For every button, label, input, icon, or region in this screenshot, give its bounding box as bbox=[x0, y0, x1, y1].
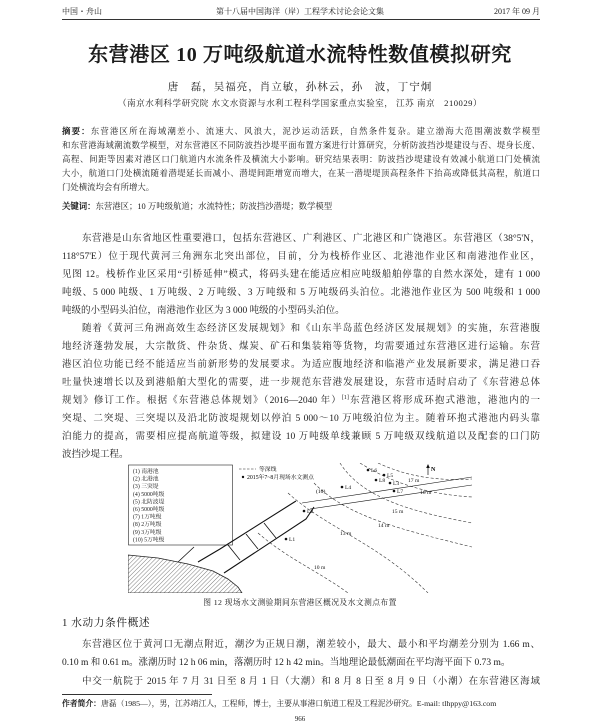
jetty bbox=[246, 534, 258, 549]
contour-label: 17 m bbox=[408, 478, 420, 484]
body-line: 118°57'E）位于现代黄河三角洲东北突出部位，目前，分为栈桥作业区、北港池作业区和南港池作业区， bbox=[62, 252, 540, 262]
station-label: L4 bbox=[345, 485, 352, 491]
keywords-text: 东营港区；10 万吨级航道；水流特性；防波挡沙潜堤；数学模型 bbox=[95, 202, 333, 211]
station-point bbox=[303, 510, 306, 513]
legend-item: (10) 5万吨级 bbox=[133, 537, 165, 544]
legend-item: (3) 三突堤 bbox=[133, 484, 159, 491]
station-point bbox=[393, 490, 396, 493]
legend-item: (2) 北港池 bbox=[133, 476, 159, 483]
author-list: 唐 磊，吴福亮，肖立敏，孙林云，孙 波，丁宁炯 bbox=[167, 82, 433, 93]
contour-14m bbox=[314, 483, 472, 547]
station-label: L8 bbox=[379, 478, 386, 484]
header-proceedings: 第十八届中国海洋（岸）工程学术讨论会论文集 bbox=[216, 7, 384, 16]
abstract-line: 大小，航道口门处横流随着潜堤延长而减小、潜堤间距增宽而增大，在某一潜堤堤顶高程条件下抬高或降低其高程，航道口 bbox=[62, 169, 540, 178]
legend-item: (7) 1万吨级 bbox=[133, 514, 162, 521]
legend-item: (5) 北防波堤 bbox=[133, 499, 165, 506]
body-line: 见图 12。栈桥作业区采用“引桥延伸”模式，将码头建在能适应相应吨级船舶停靠的自然水深处，建有 1 000 bbox=[62, 270, 540, 280]
land-area bbox=[128, 555, 242, 593]
contour-label: 16 m bbox=[420, 490, 432, 496]
body-line: 东营港区位于黄河口无潮点附近，潮汐为正规日潮，潮差较小，最大、最小和平均潮差分别为 1.66 m、 bbox=[82, 640, 540, 650]
structure-label: (10) bbox=[316, 489, 326, 495]
body-line: 随着《黄河三角洲高效生态经济区发展规划》和《山东半岛蓝色经济区发展规划》的实施，东营港腹 bbox=[82, 324, 540, 334]
body-line: 规划》修订工作。根据《东营港总体规划》（2016—2040 年）[1]东营港区将形成环抱式港池，港池内的一 bbox=[62, 394, 540, 406]
author-footnote bbox=[62, 698, 540, 709]
body-line: 波挡沙堤工程。 bbox=[62, 450, 129, 460]
legend-item: (9) 3万吨级 bbox=[133, 529, 162, 536]
citation-ref: [1] bbox=[341, 394, 349, 401]
station-point bbox=[285, 538, 288, 541]
station-point bbox=[389, 482, 392, 485]
channel-edge bbox=[302, 477, 472, 503]
body-line: 吨级的小型码头泊位，南港池作业区为 3 000 吨级的小型码头泊位。 bbox=[62, 306, 345, 316]
legend-item: (6) 5000吨级 bbox=[133, 507, 165, 513]
contour-13m bbox=[288, 493, 428, 593]
north-label: N bbox=[431, 467, 436, 473]
affiliation: （南京水利科学研究院 水文水资源与水利工程科学国家重点实验室， 江苏 南京 210029） bbox=[117, 98, 483, 108]
header-date: 2017 年 09 月 bbox=[494, 7, 540, 16]
footnote-rule bbox=[62, 694, 212, 695]
body-line: 港区泊位功能已经不能适应当前新形势的发展要求。为适应腹地经济和临港产业发展新要求，满足港口吞 bbox=[62, 360, 540, 370]
channel-edge bbox=[310, 485, 472, 509]
abstract-line: 高程、间距等因素对港区口门航道内水流条件及横流大小影响。研究结果表明：防波挡沙堤建设有效减小航道口门处横流 bbox=[62, 155, 540, 164]
footnote-label: 作者简介： bbox=[62, 699, 101, 708]
study-area-map bbox=[128, 463, 472, 593]
body-line: 0.10 m 和 0.61 m。涨潮历时 12 h 06 min，落潮历时 12 h 42 min。当地理论最低潮面在平均海平面下 0.73 m。 bbox=[62, 658, 511, 668]
north-arrow-icon bbox=[426, 464, 430, 475]
legend-item: (4) 5000吨级 bbox=[133, 491, 165, 498]
contour-legend-label: 等深线 bbox=[259, 467, 277, 473]
header-venue: 中国・舟山 bbox=[62, 7, 102, 16]
station-point bbox=[367, 469, 370, 472]
keywords bbox=[62, 201, 540, 213]
contour-label: 10 m bbox=[314, 565, 326, 571]
abstract-line: 摘要：东营港区所在海域潮差小、流速大、风浪大，泥沙运动活跃，自然条件复杂。建立渤海大范围潮波数学模型 bbox=[62, 127, 541, 136]
abstract-line: 和东营港海域潮流数学模型，对东营港区不同防波挡沙堤平面布置方案进行计算研究，分析防波挡沙堤建设与否、堤身长度、 bbox=[62, 141, 540, 150]
body-line: 吨级、5 000 吨级、1 万吨级、2 万吨级、3 万吨级和 5 万吨级码头泊位。北港池作业区为 500 吨级和 1 000 bbox=[62, 288, 540, 298]
abstract-label: 摘要： bbox=[62, 127, 91, 136]
jetty bbox=[228, 545, 240, 560]
legend-item: (8) 2万吨级 bbox=[133, 522, 162, 529]
north-breakwater bbox=[198, 501, 296, 562]
station-legend-symbol bbox=[242, 476, 244, 478]
abstract-line: 门处横流均会有所增大。 bbox=[62, 183, 155, 192]
station-label: L5 bbox=[387, 473, 394, 479]
station-point bbox=[383, 474, 386, 477]
contour-15m bbox=[340, 463, 472, 523]
station-point bbox=[375, 479, 378, 482]
station-label: L1 bbox=[289, 537, 296, 543]
station-label: L2 bbox=[307, 509, 314, 515]
station-label: L3 bbox=[393, 481, 400, 487]
body-line: 地经济蓬勃发展，大宗散货、件杂货、煤炭、矿石和集装箱等货物，均需要通过东营港区进行运输。东营 bbox=[62, 342, 540, 352]
body-line: 东营港是山东省地区性重要港口，包括东营港区、广利港区、广北港区和广饶港区。东营港区（38°5'N， bbox=[82, 234, 540, 244]
legend-list bbox=[133, 467, 165, 543]
header-rule bbox=[62, 19, 540, 20]
jetty bbox=[264, 523, 276, 538]
body-line: 中交一航院于 2015 年 7 月 31 日至 8 月 1 日（大潮）和 8 月 8 日至 8 月 9 日（小潮）在东营港区海域 bbox=[82, 677, 540, 687]
station-label: L6 bbox=[371, 468, 378, 474]
body-line: 吐量快速增长以及到港船舶大型化的需要，进一步规范东营港发展建设，东营市适时启动了《东营港总体 bbox=[62, 378, 540, 388]
station-point bbox=[341, 486, 344, 489]
page-number: 966 bbox=[294, 715, 306, 723]
body-line: 泊能力的提高，需要相应提高航道等级，拟建设 10 万吨级单线兼顾 5 万吨级双线航道以及配套的口门防 bbox=[62, 432, 540, 442]
body-line: 突堤、二突堤、三突堤以及沿北防波堤规划以停泊 5 000～10 万吨级泊位为主。随着环抱式港池内码头靠 bbox=[62, 414, 540, 424]
legend-item: (1) 南港池 bbox=[133, 469, 159, 475]
section-heading: 1 水动力条件概述 bbox=[62, 617, 151, 629]
contour-label: 15 m bbox=[392, 509, 404, 515]
footnote-text: 唐磊（1985—），男，江苏靖江人，工程师，博士，主要从事港口航道工程及工程泥沙研究。E-mail: tlhppy@163.com bbox=[100, 699, 497, 708]
figure-caption: 图 12 现场水文测验期间东营港区概况及水文测点布置 bbox=[203, 598, 397, 607]
depth-contours bbox=[258, 463, 472, 593]
keywords-label: 关键词： bbox=[62, 202, 96, 211]
contour-label: 13 m bbox=[340, 531, 352, 537]
trestle bbox=[178, 547, 194, 562]
station-label: L7 bbox=[397, 489, 404, 495]
paper-title: 东营港区 10 万吨级航道水流特性数值模拟研究 bbox=[88, 44, 512, 66]
contour-label: 14 m bbox=[378, 523, 390, 529]
station-legend-label: 2015年7~8月现场水文测点 bbox=[247, 475, 314, 481]
